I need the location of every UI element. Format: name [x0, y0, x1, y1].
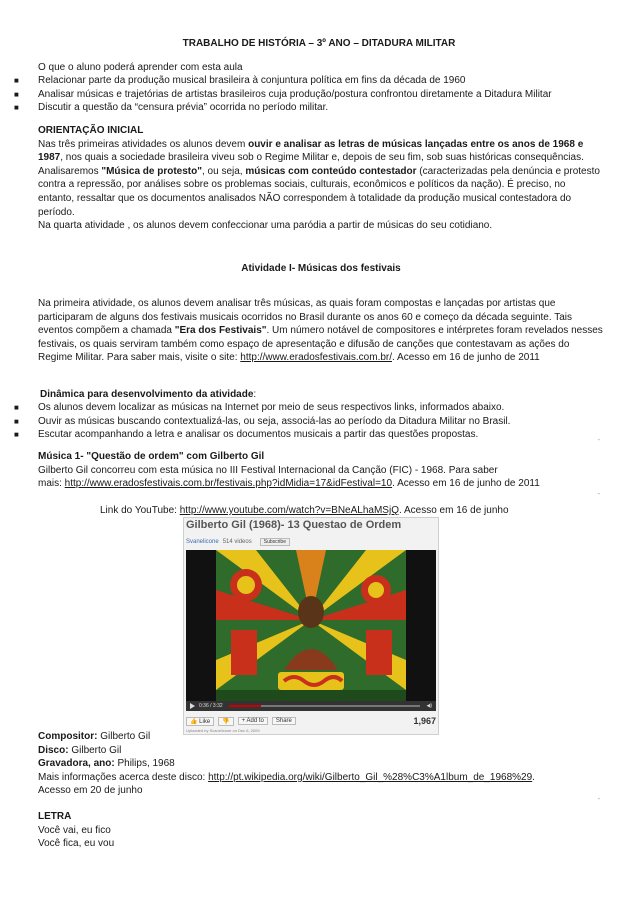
youtube-link[interactable]: http://www.youtube.com/watch?v=BNeALhaMSjQ: [179, 505, 399, 516]
section-heading: Música 1- "Questão de ordem" com Gilberto Gil: [38, 451, 265, 462]
youtube-video-screenshot[interactable]: [183, 517, 439, 735]
youtube-line: Link do YouTube: http://www.youtube.com/watch?v=BNeALhaMSjQ. Acesso em 16 de junho: [100, 505, 509, 516]
margin-mark: -: [597, 437, 600, 444]
bullet-icon: ■: [14, 416, 19, 426]
objectives-list: [14, 74, 610, 115]
activity-paragraph: Na primeira atividade, os alunos devem analisar três músicas, as quais foram compostas e lançadas por artistas que participaram de alguns dos festivais musicais ocorridos no Brasil durante os anos 60 e começo da década seguinte. Tais eventos compõem a chamada "Era dos Festivais". Um número notável de compositores e intérpretes foram revelados nesses festivais, os quais serviram também como espaço de apresentação e difusão de canções que contestavam as ações do Regime Militar. Para saber mais, visite o site: http://www.eradosfestivais.com.br/. Acesso em 16 de junho de 2011: [38, 298, 603, 364]
festival-link[interactable]: http://www.eradosfestivais.com.br/festivais.php?idMidia=17&idFestival=10: [64, 478, 393, 490]
bullet-icon: ■: [14, 76, 19, 85]
thumb-up-icon: 👍: [190, 718, 198, 725]
add-to-button[interactable]: + Add to: [238, 717, 268, 725]
paragraph: Nas três primeiras atividades os alunos devem ouvir e analisar as letras de músicas lançadas entre os anos de 1968 e 1987, nos quais a sociedade brasileira viveu sob o Regime Militar e, depois de seu fim, sob suas históricas consequências.: [38, 138, 584, 164]
view-count: 1,967: [413, 716, 436, 726]
volume-icon[interactable]: ◀): [426, 703, 432, 709]
list-item: ■ Analisar músicas e trajetórias de artistas brasileiros cuja produção/postura confrontou diretamente a Ditadura Militar: [14, 88, 552, 100]
section-heading: ORIENTAÇÃO INICIAL: [38, 125, 144, 136]
paragraph: Analisaremos "Música de protesto", ou seja, músicas com conteúdo contestador (caracterizadas pela denúncia e protesto contra a repressão, por análises sobre os problemas sociais, culturais, econômicos e políticos da nação). É preciso, no entanto, ressaltar que os documentos analisados NÃO correspondem à totalidade da produção musical contestadora do período.: [38, 165, 600, 218]
margin-mark: -: [597, 796, 600, 803]
list-item: ■ Os alunos devem localizar as músicas na Internet por meio de seus respectivos links, informados abaixo.: [14, 402, 505, 413]
intro-lead: [38, 61, 604, 75]
video-time: 0:36 / 3:32: [199, 703, 223, 709]
videos-count: 514 videos: [222, 539, 252, 545]
bullet-icon: ■: [14, 103, 19, 113]
activity-heading: Atividade I- Músicas dos festivais: [241, 263, 401, 274]
intro-lead-text: O que o aluno poderá aprender com esta aula: [38, 62, 243, 73]
video-controls: [186, 701, 436, 711]
lyric-line: Você vai, eu fico: [38, 824, 111, 836]
section-heading: LETRA: [38, 811, 72, 822]
upload-info: Uploaded by Svanelicone on Dec 6, 2009: [186, 728, 260, 733]
dislike-button[interactable]: 👎: [218, 717, 233, 726]
bullet-icon: ■: [14, 403, 19, 412]
lyric-line: Você fica, eu vou: [38, 838, 115, 850]
eradosfestivais-link[interactable]: http://www.eradosfestivais.com.br/: [240, 352, 393, 364]
page-title: TRABALHO DE HISTÓRIA – 3º ANO – DITADURA MILITAR: [182, 38, 456, 49]
list-item: ■ Ouvir as músicas buscando contextualizá-las, ou seja, associá-las ao período da Ditadura Militar no Brasil.: [14, 415, 511, 427]
lyrics-section: [38, 810, 604, 851]
dinamica-heading: Dinâmica para desenvolvimento da atividade:: [40, 389, 257, 400]
bullet-icon: ■: [14, 89, 19, 99]
list-item: ■ Escutar acompanhando a letra e analisar os documentos musicais a partir das questões propostas.: [14, 429, 479, 441]
bullet-icon: ■: [14, 430, 19, 440]
paragraph: Na quarta atividade , os alunos devem confeccionar uma paródia a partir de músicas do seu cotidiano.: [38, 220, 493, 232]
share-button[interactable]: Share: [272, 717, 296, 725]
video-title: Gilberto Gil (1968)- 13 Questao de Ordem: [186, 519, 402, 531]
video-actions: [186, 714, 436, 728]
video-channel-bar: [186, 536, 436, 548]
disc-info: Compositor: Gilberto Gil Disco: Gilberto Gil Gravadora, ano: Philips, 1968 Mais informações acerca deste disco: http://pt.wikipedia.org/wiki/Gilberto_Gil_%28%C3%A1lbum_de_1968%29. Acesso em 20 de junho: [38, 731, 535, 797]
album-cover-image: [186, 550, 436, 701]
progress-track[interactable]: [229, 705, 421, 707]
margin-mark: -: [597, 491, 600, 498]
video-player-frame[interactable]: [186, 550, 436, 701]
dinamica-list: [14, 401, 610, 442]
orientacao-section: [38, 124, 604, 233]
play-icon[interactable]: [190, 703, 195, 709]
musica1-section: Música 1- "Questão de ordem" com Gilberto Gil Gilberto Gil concorreu com esta música no III Festival Internacional da Canção (FIC) - 1968. Para saber mais: http://www.eradosfestivais.com.br/festivais.php?idMidia=17&idFestival=10. Acesso em 16 de junho de 2011: [38, 450, 604, 491]
list-item: ■ Relacionar parte da produção musical brasileira à conjuntura política em fins da década de 1960: [14, 75, 466, 86]
list-item: ■ Discutir a questão da “censura prévia” ocorrida no período militar.: [14, 102, 329, 114]
subscribe-button[interactable]: Subscribe: [260, 538, 290, 546]
like-button[interactable]: 👍 Like: [186, 717, 214, 726]
channel-name[interactable]: Svanelicone: [186, 539, 219, 545]
progress-fill: [229, 705, 262, 707]
wikipedia-link[interactable]: http://pt.wikipedia.org/wiki/Gilberto_Gil_%28%C3%A1lbum_de_1968%29: [208, 771, 533, 783]
